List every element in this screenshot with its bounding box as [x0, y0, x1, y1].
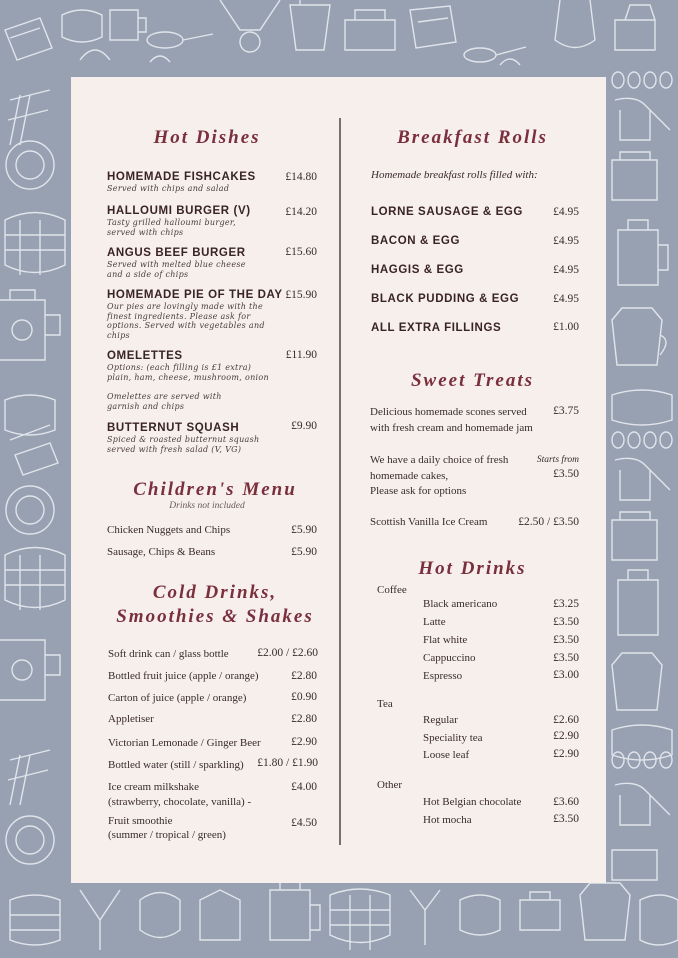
menu-item-name: Fruit smoothie [108, 815, 173, 827]
menu-item-name: BACON & EGG [371, 235, 461, 247]
menu-item-price: £3.00 [553, 669, 579, 681]
menu-item-price: £4.50 [291, 817, 317, 829]
menu-item-price: £14.20 [285, 206, 317, 218]
menu-item-price: £4.00 [291, 781, 317, 793]
menu-item-name: Hot mocha [423, 814, 472, 826]
menu-item-name: HAGGIS & EGG [371, 264, 464, 276]
menu-item-description: Served with melted blue cheese and a side of chips [107, 260, 246, 279]
menu-item-price: £3.50 [553, 813, 579, 825]
menu-item-price: £3.50 [553, 616, 579, 628]
menu-item-price: £2.00 / £2.60 [257, 647, 318, 659]
menu-item-price: £3.75 [553, 405, 579, 417]
menu-item-name: Bottled fruit juice (apple / orange) [108, 670, 259, 682]
menu-item-name: Chicken Nuggets and Chips [107, 524, 231, 536]
menu-item-price: £4.95 [553, 206, 579, 218]
menu-item-name: ALL EXTRA FILLINGS [371, 322, 502, 334]
menu-item-price: £2.90 [553, 730, 579, 742]
menu-item-price: £4.95 [553, 235, 579, 247]
menu-item-price: £3.50 [553, 652, 579, 664]
menu-item-price: £5.90 [291, 546, 317, 558]
menu-item-price: £4.95 [553, 264, 579, 276]
menu-item-name: We have a daily choice of fresh [370, 454, 509, 466]
menu-item-price: £15.90 [285, 289, 317, 301]
breakfast-rolls-intro: Homemade breakfast rolls filled with: [371, 169, 538, 181]
menu-item-name: HOMEMADE PIE OF THE DAY [107, 289, 283, 301]
menu-item-name: Delicious homemade scones served [370, 406, 527, 418]
menu-item-description: Omelettes are served with garnish and chips [107, 392, 222, 411]
menu-item-price: £3.60 [553, 796, 579, 808]
menu-item-name: LORNE SAUSAGE & EGG [371, 206, 523, 218]
menu-item-name: Latte [423, 616, 446, 628]
cold-drinks-heading: Cold Drinks, [152, 582, 278, 603]
menu-item-price: £15.60 [285, 246, 317, 258]
menu-item-name: Hot Belgian chocolate [423, 796, 522, 808]
category-label-coffee: Coffee [377, 584, 407, 596]
menu-item-description: Options: (each filling is £1 extra) plain, ham, cheese, mushroom, onion [107, 363, 269, 382]
starts-from-note: Starts from [536, 455, 579, 465]
childrens-menu-note: Drinks not included [169, 501, 245, 511]
menu-item-name: HOMEMADE FISHCAKES [107, 171, 256, 183]
hot-dishes-heading: Hot Dishes [153, 127, 261, 148]
menu-item-name: BLACK PUDDING & EGG [371, 293, 520, 305]
menu-item-name: Speciality tea [423, 732, 483, 744]
menu-item-name: Loose leaf [423, 749, 470, 761]
menu-item-price: £11.90 [285, 349, 317, 361]
menu-item-price: £2.90 [291, 736, 317, 748]
menu-item-price: £2.50 / £3.50 [518, 516, 579, 528]
menu-item-name-line2: (strawberry, chocolate, vanilla) - [108, 796, 252, 808]
menu-item-name: Espresso [423, 670, 463, 682]
menu-item-name-line2: homemade cakes, [370, 470, 449, 482]
menu-item-description: Served with chips and salad [107, 184, 230, 193]
menu-item-price: £1.80 / £1.90 [257, 757, 318, 769]
menu-item-name: OMELETTES [107, 350, 183, 362]
category-label-tea: Tea [377, 698, 393, 710]
menu-item-name: Soft drink can / glass bottle [108, 648, 229, 660]
menu-item-description: Our pies are lovingly made with the finest ingredients. Please ask for options. Served with vegetables and chips [107, 302, 265, 340]
menu-item-name: Ice cream milkshake [108, 781, 200, 793]
menu-item-name: Appletiser [108, 713, 154, 725]
cold-drinks-heading-line2: Smoothies & Shakes [116, 606, 314, 627]
menu-item-name: BUTTERNUT SQUASH [107, 422, 240, 434]
breakfast-rolls-heading: Breakfast Rolls [397, 127, 548, 148]
menu-item-name: Cappuccino [423, 652, 476, 664]
menu-item-price: £4.95 [553, 293, 579, 305]
menu-item-name: Victorian Lemonade / Ginger Beer [108, 737, 261, 749]
menu-item-price: £0.90 [291, 691, 317, 703]
menu-item-name: ANGUS BEEF BURGER [107, 247, 246, 259]
menu-item-name: Bottled water (still / sparkling) [108, 759, 244, 771]
menu-item-price: £1.00 [553, 321, 579, 333]
menu-item-name-line2: with fresh cream and homemade jam [370, 422, 533, 434]
menu-item-name: Sausage, Chips & Beans [107, 546, 216, 558]
menu-item-name-line3: Please ask for options [370, 485, 467, 497]
hot-drinks-heading: Hot Drinks [418, 558, 527, 579]
menu-item-price: £3.50 [553, 634, 579, 646]
column-divider [339, 118, 341, 845]
sweet-treats-heading: Sweet Treats [410, 370, 535, 391]
menu-item-description: Tasty grilled halloumi burger, served with chips [107, 218, 237, 237]
menu-item-name: Flat white [423, 634, 468, 646]
menu-item-price: £9.90 [291, 420, 317, 432]
menu-item-name: Scottish Vanilla Ice Cream [370, 516, 488, 528]
menu-item-name: Carton of juice (apple / orange) [108, 692, 247, 704]
menu-item-name: Black americano [423, 598, 498, 610]
menu-item-name: HALLOUMI BURGER (V) [107, 205, 251, 217]
menu-item-price: £2.80 [291, 670, 317, 682]
menu-item-price: £14.80 [285, 171, 317, 183]
menu-item-price: £2.60 [553, 714, 579, 726]
menu-item-price: £3.50 [553, 468, 579, 480]
childrens-menu-heading: Children's Menu [133, 479, 297, 500]
menu-item-price: £3.25 [553, 598, 579, 610]
menu-item-price: £2.80 [291, 713, 317, 725]
menu-item-price: £2.90 [553, 748, 579, 760]
menu-item-name-line2: (summer / tropical / green) [108, 829, 226, 841]
menu-item-price: £5.90 [291, 524, 317, 536]
menu-item-description: Spiced & roasted butternut squash served with fresh salad (V, VG) [107, 435, 260, 454]
menu-item-name: Regular [423, 714, 458, 726]
category-label-other: Other [377, 779, 403, 791]
